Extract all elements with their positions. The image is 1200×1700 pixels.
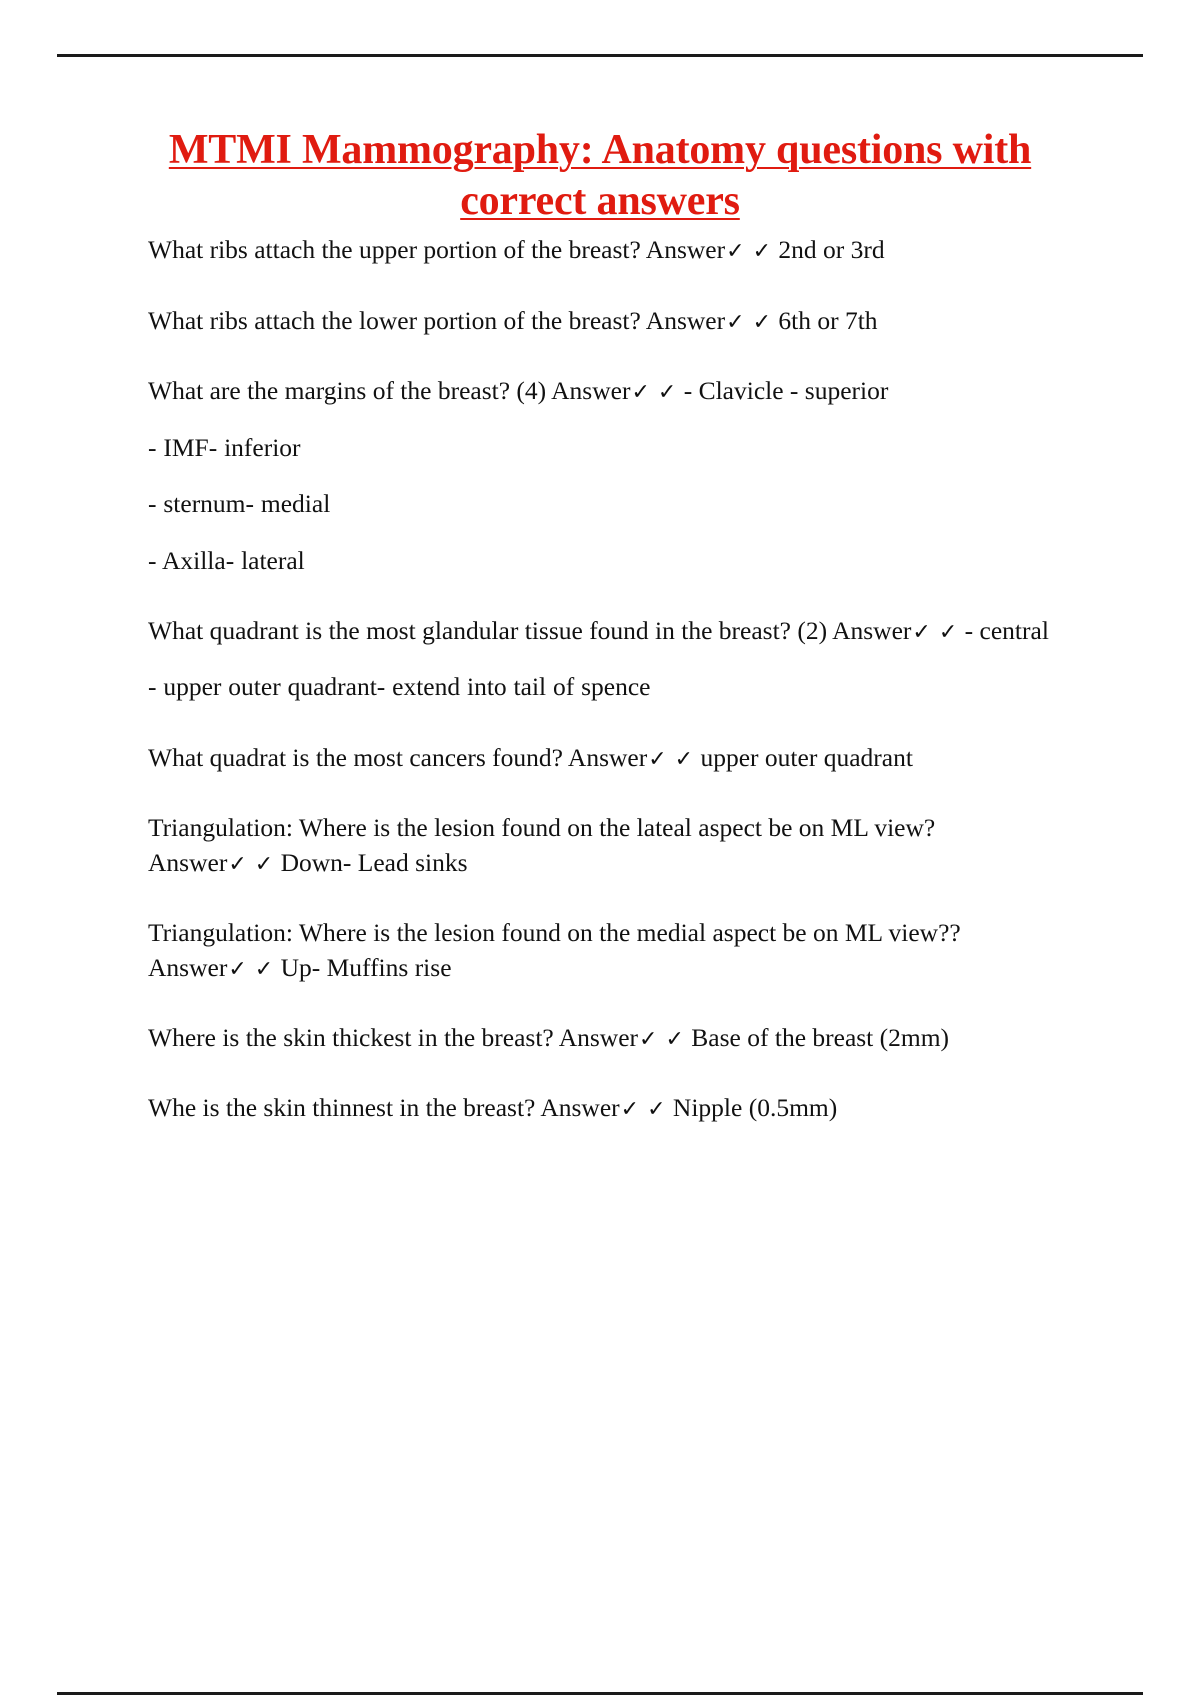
qa-block <box>148 916 1052 985</box>
qa-block <box>148 1091 1052 1125</box>
question-answer-list <box>148 233 1052 1125</box>
answer-checkmark-icon: ✓ ✓ <box>228 851 275 877</box>
question-text: What ribs attach the lower portion of the breast? <box>148 305 641 335</box>
answer-checkmark-icon: ✓ ✓ <box>631 380 678 406</box>
qa-block <box>148 1021 1052 1055</box>
answer-label: Answer <box>567 742 648 772</box>
answer-bullet-line: - Axilla- lateral <box>148 545 305 575</box>
footer-divider <box>57 1692 1143 1695</box>
qa-line <box>148 916 1052 985</box>
answer-checkmark-icon: ✓ ✓ <box>912 620 959 645</box>
question-text: Triangulation: Where is the lesion found on the medial aspect be on ML view?? <box>148 918 961 948</box>
answer-bullet-line: - upper outer quadrant- extend into tail of spence <box>148 672 651 702</box>
qa-block <box>148 811 1052 880</box>
qa-block <box>148 741 1052 775</box>
answer-checkmark-icon: ✓ ✓ <box>639 1026 685 1052</box>
qa-line <box>148 304 1052 338</box>
answer-label: Answer <box>645 235 726 265</box>
question-text: What quadrat is the most cancers found? <box>148 742 563 772</box>
answer-text: Down- Lead sinks <box>280 847 468 877</box>
page-title-line-1: MTMI Mammography: Anatomy questions with <box>168 127 1032 173</box>
answer-bullet-line: - IMF- inferior <box>148 432 301 462</box>
qa-line <box>148 233 1052 267</box>
answer-bullet-line: - sternum- medial <box>148 489 331 519</box>
qa-line <box>148 1091 1052 1125</box>
answer-label: Answer <box>148 847 228 877</box>
question-text: Where is the skin thickest in the breast? <box>148 1022 554 1052</box>
answer-label: Answer <box>832 616 912 645</box>
qa-line <box>148 1021 1052 1055</box>
question-text: Whe is the skin thinnest in the breast? <box>148 1093 536 1123</box>
answer-checkmark-icon: ✓ ✓ <box>648 746 695 772</box>
answer-checkmark-icon: ✓ ✓ <box>726 309 772 335</box>
answer-text: 6th or 7th <box>778 305 878 335</box>
question-text: What ribs attach the upper portion of the breast? <box>148 235 641 265</box>
answer-checkmark-icon: ✓ ✓ <box>228 956 275 982</box>
qa-line <box>148 811 1052 880</box>
answer-label: Answer <box>645 305 726 335</box>
answer-label: Answer <box>540 1093 620 1123</box>
answer-checkmark-icon: ✓ ✓ <box>620 1097 667 1123</box>
answer-text: Up- Muffins rise <box>280 952 452 982</box>
qa-block <box>148 304 1052 338</box>
answer-text: Base of the breast (2mm) <box>691 1022 950 1052</box>
answer-label: Answer <box>551 376 631 406</box>
document-body <box>148 125 1052 1126</box>
qa-block <box>148 374 1052 578</box>
answer-text: 2nd or 3rd <box>778 235 885 265</box>
answer-text: upper outer quadrant <box>700 742 913 772</box>
answer-label: Answer <box>558 1022 639 1052</box>
answer-text: - central <box>964 616 1049 645</box>
qa-line <box>148 741 1052 775</box>
question-text: What quadrant is the most glandular tissue found in the breast? (2) <box>148 616 828 645</box>
page-title <box>148 125 1052 227</box>
answer-text: - Clavicle - superior <box>683 376 889 406</box>
page-title-line-2: correct answers <box>460 178 740 225</box>
question-text: Triangulation: Where is the lesion found on the lateal aspect be on ML view? <box>148 813 936 843</box>
qa-block <box>148 233 1052 267</box>
answer-checkmark-icon: ✓ ✓ <box>726 239 772 265</box>
qa-line <box>148 374 1052 408</box>
answer-text: Nipple (0.5mm) <box>672 1093 838 1123</box>
header-divider <box>57 54 1143 57</box>
qa-line <box>148 614 1052 648</box>
qa-block <box>148 614 1052 705</box>
answer-label: Answer <box>148 952 228 982</box>
question-text: What are the margins of the breast? (4) <box>148 376 547 406</box>
